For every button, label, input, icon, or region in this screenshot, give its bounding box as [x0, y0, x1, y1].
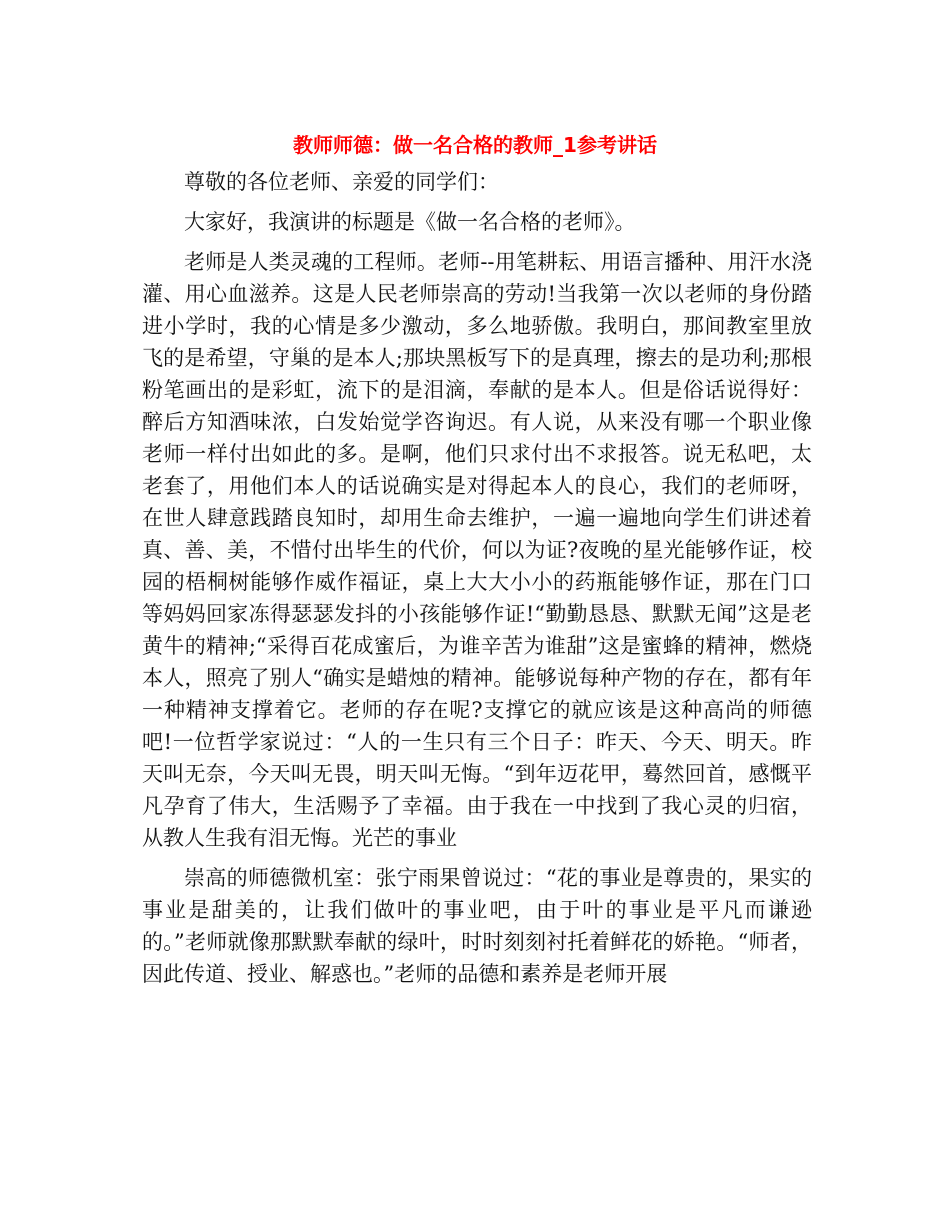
- paragraph-intro: 大家好，我演讲的标题是《做一名合格的老师》。: [184, 210, 636, 234]
- document-body: [142, 166, 812, 990]
- paragraph-greeting: 尊敬的各位老师、亲爱的同学们：: [184, 170, 499, 194]
- document-title: 教师师德：做一名合格的教师_1参考讲话: [293, 133, 657, 157]
- paragraph-continuation: 崇高的师德微机室：张宁雨果曾说过：“花的事业是尊贵的，果实的事业是甜美的，让我们做叶的事业吧，由于叶的事业是平凡而谦逊的。”老师就像那默默奉献的绿叶，时时刻刻衬托着鲜花的娇艳。“师者，因此传道、授业、解惑也。”老师的品德和素养是老师开展: [142, 866, 812, 986]
- paragraph-main: 老师是人类灵魂的工程师。老师--用笔耕耘、用语言播种、用汗水浇灌、用心血滋养。这是人民老师崇高的劳动!当我第一次以老师的身份踏进小学时，我的心情是多少激动，多么地骄傲。我明白，那间教室里放飞的是希望，守巢的是本人;那块黑板写下的是真理，擦去的是功利;那根粉笔画出的是彩虹，流下的是泪滴，奉献的是本人。但是俗话说得好：醉后方知酒味浓，白发始觉学咨询迟。有人说，从来没有哪一个职业像老师一样付出如此的多。是啊，他们只求付出不求报答。说无私吧，太老套了，用他们本人的话说确实是对得起本人的良心，我们的老师呀，在世人肆意践踏良知时，却用生命去维护，一遍一遍地向学生们讲述着真、善、美，不惜付出毕生的代价，何以为证?夜晚的星光能够作证，校园的梧桐树能够作威作福证，桌上大大小小的药瓶能够作证，那在门口等妈妈回家冻得瑟瑟发抖的小孩能够作证!“勤勤恳恳、默默无闻”这是老黄牛的精神;“采得百花成蜜后，为谁辛苦为谁甜”这是蜜蜂的精神，燃烧本人，照亮了别人“确实是蜡烛的精神。能够说每种产物的存在，都有年一种精神支撑着它。老师的存在呢?支撑它的就应该是这种高尚的师德吧!一位哲学家说过：“人的一生只有三个日子：昨天、今天、明天。昨天叫无奈，今天叫无畏，明天叫无悔。“到年迈花甲，蓦然回首，感慨平凡孕育了伟大，生活赐予了幸福。由于我在一中找到了我心灵的归宿，从教人生我有泪无悔。光芒的事业: [142, 250, 812, 850]
